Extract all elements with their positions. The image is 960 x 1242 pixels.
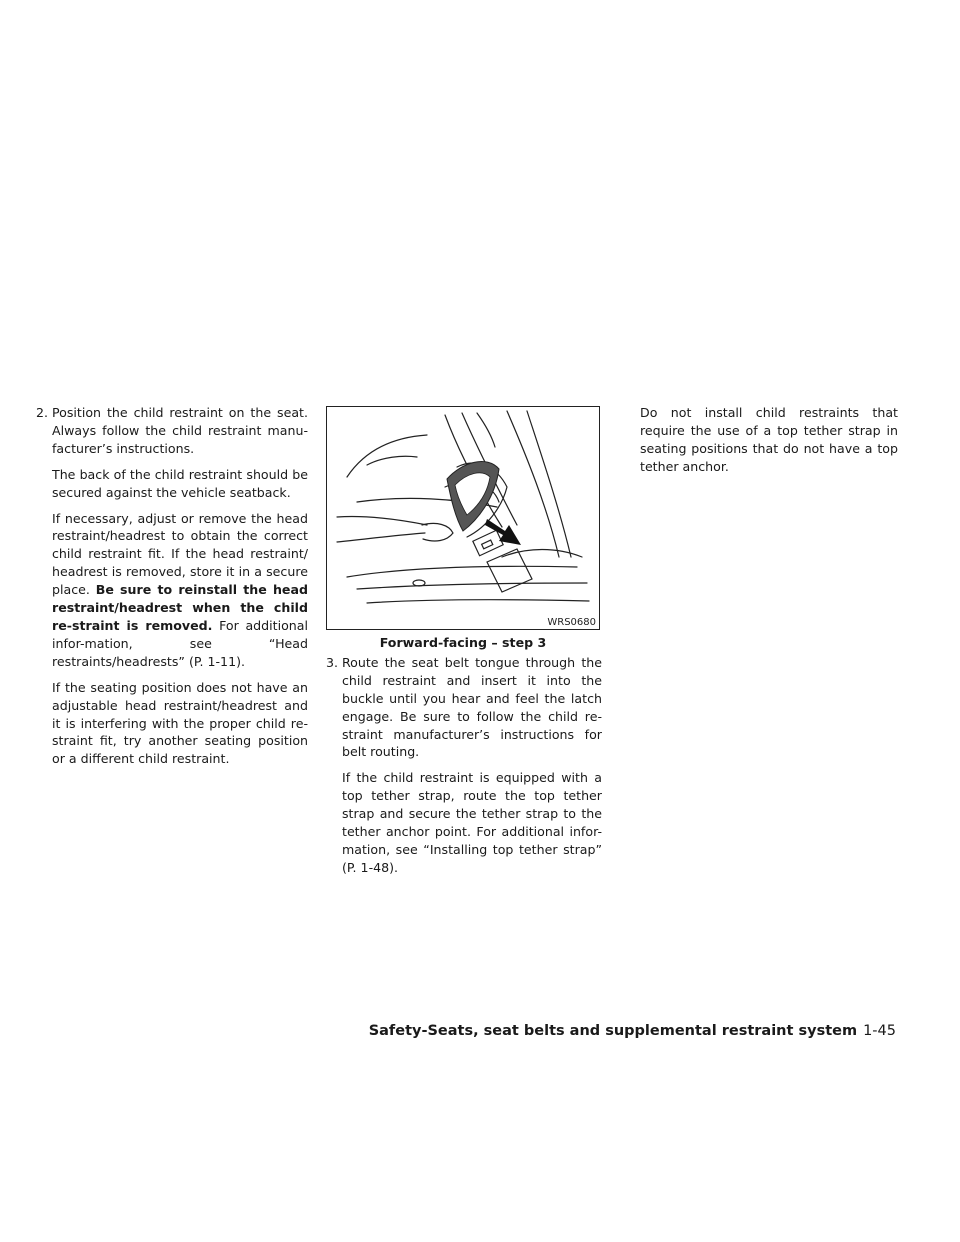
step-text: Position the child restraint on the seat. Always follow the child restraint manu-facturer’s instructions. [52, 405, 308, 456]
buckle-illustration-icon [327, 407, 599, 629]
right-column [640, 404, 898, 484]
section-title: Safety-Seats, seat belts and supplemental restraint system [368, 1023, 858, 1039]
step-number: 3. [326, 654, 339, 670]
left-column [36, 404, 308, 776]
figure-code: WRS0680 [547, 617, 596, 628]
seat-belt-illustration [326, 406, 600, 630]
figure-caption: Forward-facing – step 3 [379, 635, 547, 650]
step-2 [36, 404, 308, 458]
paragraph-seatback: The back of the child restraint should be secured against the vehicle seatback. [52, 466, 308, 500]
paragraph-no-tether-anchor: Do not install child restraints that require the use of a top tether strap in seating positions that do not have a top tether anchor. [640, 405, 898, 474]
step-3 [326, 654, 602, 761]
middle-column [326, 404, 602, 885]
paragraph-seating-position: If the seating position does not have an adjustable head restraint/headrest and it is interfering with the proper child re-straint fit, try another seating position or a different child restraint. [52, 679, 308, 767]
paragraph-top-tether: If the child restraint is equipped with a top tether strap, route the top tether strap and secure the tether strap to the tether anchor point. For additional infor-mation, see “Installing top tether strap” (P. 1-48). [342, 770, 602, 875]
paragraph-text: If necessary, adjust or remove the head restraint/headrest to obtain the correct child restraint fit. If the head restraint/ headrest is removed, store it in a secure place. [52, 510, 308, 598]
step-number: 2. [36, 405, 49, 420]
page-number: 1-45 [863, 1023, 896, 1039]
page-footer [369, 1022, 896, 1040]
step-text: Route the seat belt tongue through the child restraint and insert it into the buckle until you hear and feel the latch engage. Be sure to follow the child re-straint manufacturer’s instructions for belt routing. [342, 654, 602, 760]
paragraph-head-restraint [36, 510, 308, 671]
warning-text: Be sure to reinstall the head restraint/headrest when the child re-straint is removed. [52, 582, 308, 633]
paragraph-text: For additional infor-mation, see “Head restraints/headrests” (P. 1-11). [52, 617, 308, 669]
